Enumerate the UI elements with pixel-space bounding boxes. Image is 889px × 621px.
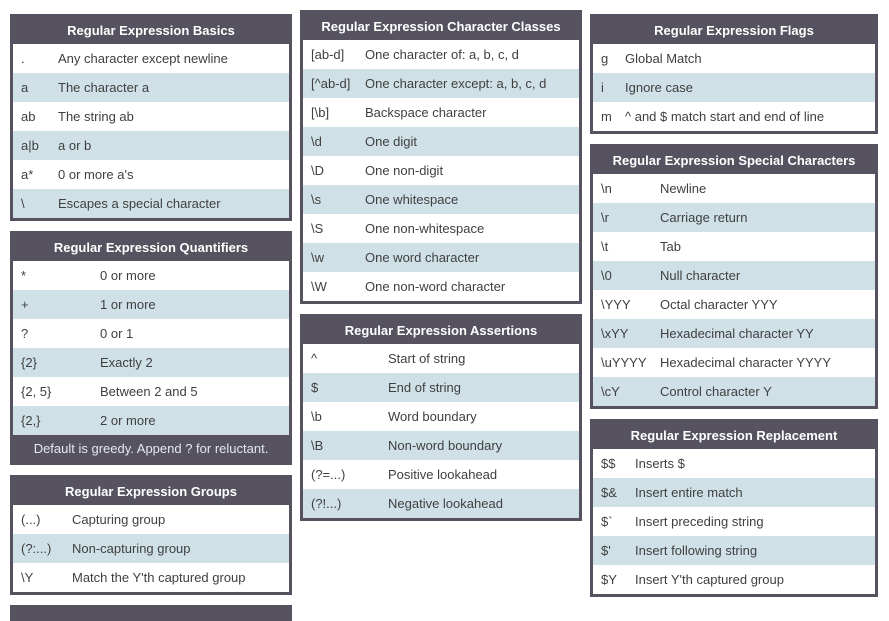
table-row [13,73,289,102]
description-cell: Insert following string [635,543,758,558]
description-cell: Ignore case [625,80,693,95]
left-column [10,14,292,621]
description-cell: ^ and $ match start and end of line [625,109,825,124]
table-row [593,261,875,290]
description-cell: Negative lookahead [388,496,503,511]
description-cell: 0 or more [100,268,156,283]
pattern-cell: \w [311,250,324,265]
table-row [303,156,579,185]
table-row [303,127,579,156]
table-title [593,147,875,174]
table-row [13,406,289,435]
description-cell: One digit [365,134,418,149]
table-regex-basics [10,14,292,221]
table-row [13,102,289,131]
table-row [303,98,579,127]
table-row [303,214,579,243]
pattern-cell: (?:...) [21,541,52,556]
description-cell: Exactly 2 [100,355,153,370]
description-cell: Any character except newline [58,51,228,66]
table-row [13,348,289,377]
table-row [593,44,875,73]
table-title-text: Regular Expression Replacement [630,428,838,443]
description-cell: One character of: a, b, c, d [365,47,519,62]
description-cell: Word boundary [388,409,477,424]
description-cell: Between 2 and 5 [100,384,198,399]
table-title-text: Regular Expression Quantifiers [53,240,249,255]
table-row [593,478,875,507]
pattern-cell: $` [601,514,613,529]
pattern-cell: ? [21,326,29,341]
table-row [303,243,579,272]
table-row [593,348,875,377]
table-title [593,17,875,44]
pattern-cell: ab [21,109,36,124]
pattern-cell: \d [311,134,322,149]
middle-column [300,10,582,531]
table-row [303,431,579,460]
pattern-cell: \D [311,163,324,178]
table-regex-replacement [590,419,878,597]
table-title [13,234,289,261]
description-cell: Octal character YYY [660,297,778,312]
table-row [303,185,579,214]
description-cell: One non-word character [365,279,506,294]
pattern-cell: \Y [21,570,34,585]
description-cell: Carriage return [660,210,748,225]
pattern-cell: $Y [601,572,617,587]
table-row [593,377,875,406]
table-row [593,203,875,232]
table-row [303,272,579,301]
description-cell: Escapes a special character [58,196,221,211]
pattern-cell: + [21,297,29,312]
right-column [590,14,878,607]
table-title [593,422,875,449]
description-cell: Non-word boundary [388,438,503,453]
table-row [593,73,875,102]
table-regex-flags [590,14,878,134]
table-row [303,344,579,373]
table-row [13,131,289,160]
table-row [593,174,875,203]
description-cell: Insert preceding string [635,514,764,529]
pattern-cell: $' [601,543,611,558]
table-title-text: Regular Expression Assertions [344,323,538,338]
table-row [593,290,875,319]
description-cell: Capturing group [72,512,166,527]
description-cell: Match the Y'th captured group [72,570,246,585]
pattern-cell: $ [311,380,319,395]
pattern-cell: \n [601,181,612,196]
pattern-cell: ^ [311,351,318,366]
pattern-cell: \S [311,221,324,236]
pattern-cell: i [601,80,604,95]
pattern-cell: [^ab-d] [311,76,351,91]
table-row [13,290,289,319]
table-regex-special-characters [590,144,878,409]
description-cell: One whitespace [365,192,459,207]
description-cell: Global Match [625,51,702,66]
pattern-cell: a|b [21,138,39,153]
pattern-cell: \xYY [601,326,629,341]
table-title-text: Regular Expression Flags [654,23,814,38]
table-row [303,460,579,489]
pattern-cell: (...) [21,512,41,527]
table-row [13,563,289,592]
pattern-cell: $$ [601,456,616,471]
table-row [13,534,289,563]
table-title-text: Regular Expression Basics [67,23,235,38]
table-row [303,373,579,402]
description-cell: 2 or more [100,413,156,428]
pattern-cell: a [21,80,29,95]
pattern-cell: $& [601,485,617,500]
description-cell: Insert Y'th captured group [635,572,784,587]
description-cell: Null character [660,268,741,283]
table-row [593,507,875,536]
pattern-cell: (?!...) [311,496,342,511]
pattern-cell: \r [601,210,609,225]
description-cell: Insert entire match [635,485,743,500]
description-cell: One word character [365,250,480,265]
table-row [13,505,289,534]
pattern-cell: {2,} [21,413,41,428]
table-row [593,102,875,131]
cutoff-table-header [10,605,292,621]
pattern-cell: \ [21,196,25,211]
table-row [13,261,289,290]
description-cell: Tab [660,239,681,254]
table-title-text: Regular Expression Groups [65,484,237,499]
pattern-cell: (?=...) [311,467,346,482]
table-row [593,319,875,348]
pattern-cell: \t [601,239,609,254]
table-row [13,319,289,348]
table-row [593,565,875,594]
table-row [13,377,289,406]
pattern-cell: a* [21,167,34,182]
description-cell: 0 or more a's [58,167,134,182]
description-cell: Start of string [388,351,466,366]
table-row [593,536,875,565]
description-cell: Non-capturing group [72,541,191,556]
table-regex-groups [10,475,292,595]
pattern-cell: g [601,51,609,66]
table-title [13,17,289,44]
table-title [303,13,579,40]
table-regex-character-classes [300,10,582,304]
pattern-cell: [ab-d] [311,47,345,62]
table-row [13,160,289,189]
table-row [593,449,875,478]
pattern-cell: m [601,109,612,124]
table-title-text: Regular Expression Character Classes [321,19,561,34]
table-row [303,69,579,98]
description-cell: 1 or more [100,297,156,312]
pattern-cell: \uYYYY [601,355,647,370]
table-row [303,402,579,431]
description-cell: End of string [388,380,461,395]
description-cell: One non-whitespace [365,221,485,236]
pattern-cell: \b [311,409,322,424]
table-title [303,317,579,344]
pattern-cell: \0 [601,268,612,283]
table-row [13,44,289,73]
pattern-cell: \YYY [601,297,631,312]
description-cell: Control character Y [660,384,772,399]
table-title-text: Regular Expression Special Characters [612,153,856,168]
table-footer-note [13,435,289,462]
table-row [303,489,579,518]
pattern-cell: * [21,268,27,283]
pattern-cell: \cY [601,384,620,399]
description-cell: Newline [660,181,707,196]
pattern-cell: \W [311,279,327,294]
table-row [13,189,289,218]
description-cell: The string ab [58,109,134,124]
footer-note-text: Default is greedy. Append ? for reluctant. [33,441,269,456]
description-cell: a or b [58,138,92,153]
pattern-cell: . [21,51,25,66]
table-title [13,478,289,505]
pattern-cell: {2, 5} [21,384,52,399]
pattern-cell: {2} [21,355,37,370]
description-cell: Positive lookahead [388,467,498,482]
pattern-cell: \s [311,192,322,207]
pattern-cell: [\b] [311,105,330,120]
description-cell: Backspace character [365,105,487,120]
description-cell: 0 or 1 [100,326,134,341]
pattern-cell: \B [311,438,324,453]
table-row [593,232,875,261]
description-cell: One non-digit [365,163,444,178]
description-cell: One character except: a, b, c, d [365,76,547,91]
table-row [303,40,579,69]
table-regex-assertions [300,314,582,521]
description-cell: Inserts $ [635,456,685,471]
description-cell: Hexadecimal character YY [660,326,814,341]
description-cell: Hexadecimal character YYYY [660,355,832,370]
description-cell: The character a [58,80,150,95]
table-regex-quantifiers [10,231,292,465]
